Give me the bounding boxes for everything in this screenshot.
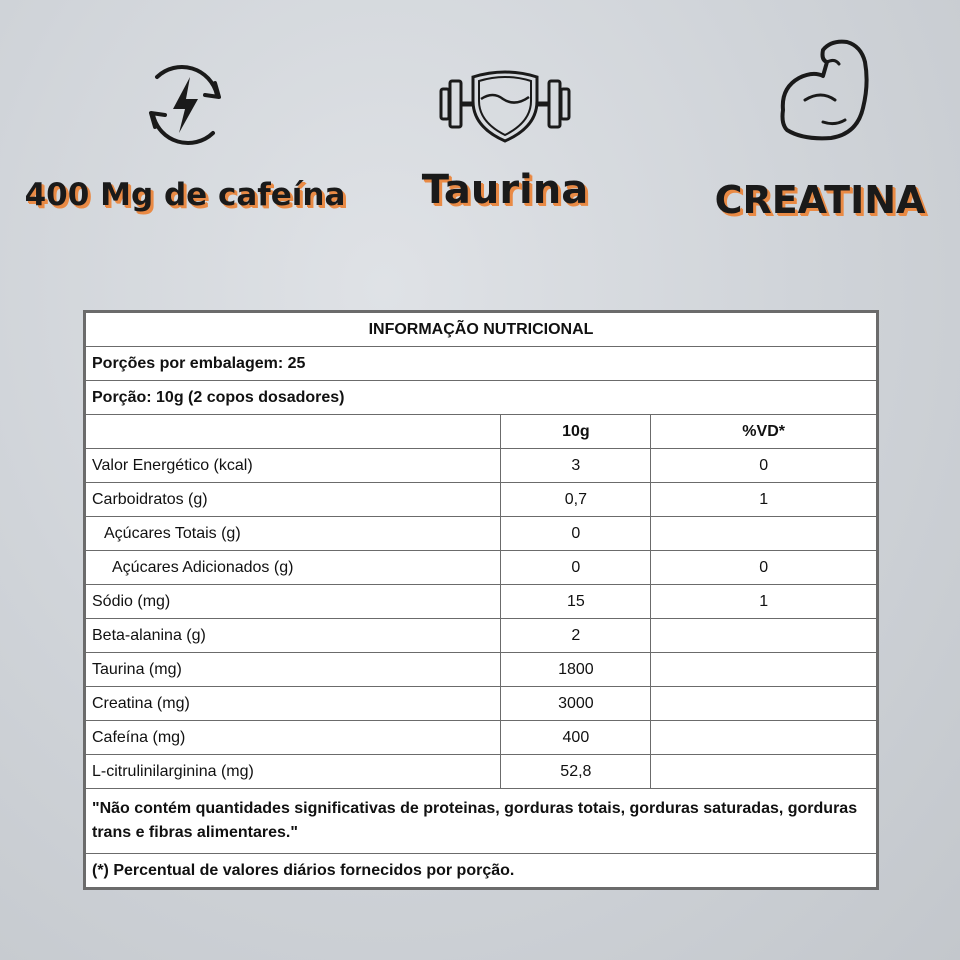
feature-creatine <box>700 38 940 222</box>
header-empty <box>86 415 501 449</box>
nutrient-vd <box>651 619 877 653</box>
nutrient-amount: 1800 <box>501 653 651 687</box>
table-row <box>86 551 877 585</box>
nutrient-amount: 3 <box>501 449 651 483</box>
header-amount: 10g <box>501 415 651 449</box>
energy-bolt-icon <box>135 55 235 155</box>
feature-label: Taurina <box>421 167 589 213</box>
nutrient-amount: 15 <box>501 585 651 619</box>
nutrient-name: Açúcares Totais (g) <box>86 517 501 551</box>
nutrition-title: INFORMAÇÃO NUTRICIONAL <box>86 313 877 347</box>
nutrient-vd <box>651 687 877 721</box>
nutrition-disclaimer: "Não contém quantidades significativas de proteinas, gorduras totais, gorduras saturadas, gorduras trans e fibras alimentares." <box>86 789 877 854</box>
nutrient-vd: 0 <box>651 551 877 585</box>
nutrient-amount: 0 <box>501 517 651 551</box>
nutrient-name: Taurina (mg) <box>86 653 501 687</box>
feature-taurine <box>395 65 615 213</box>
nutrient-amount: 400 <box>501 721 651 755</box>
feature-caffeine <box>20 55 350 213</box>
table-row <box>86 653 877 687</box>
table-row <box>86 449 877 483</box>
nutrient-amount: 0 <box>501 551 651 585</box>
nutrient-name: L-citrulinilarginina (mg) <box>86 755 501 789</box>
table-row <box>86 585 877 619</box>
nutrient-vd <box>651 755 877 789</box>
table-row <box>86 721 877 755</box>
nutrient-name: Açúcares Adicionados (g) <box>86 551 501 585</box>
nutrient-vd <box>651 653 877 687</box>
nutrient-name: Sódio (mg) <box>86 585 501 619</box>
nutrient-name: Carboidratos (g) <box>86 483 501 517</box>
table-row <box>86 619 877 653</box>
nutrient-vd: 0 <box>651 449 877 483</box>
nutrient-vd <box>651 721 877 755</box>
nutrient-amount: 3000 <box>501 687 651 721</box>
nutrient-vd: 1 <box>651 483 877 517</box>
flexed-arm-icon <box>765 38 875 146</box>
nutrient-amount: 52,8 <box>501 755 651 789</box>
nutrient-amount: 0,7 <box>501 483 651 517</box>
portion-size: Porção: 10g (2 copos dosadores) <box>86 381 877 415</box>
table-row <box>86 483 877 517</box>
table-row <box>86 687 877 721</box>
vd-footnote: (*) Percentual de valores diários fornecidos por porção. <box>86 854 877 888</box>
nutrient-name: Valor Energético (kcal) <box>86 449 501 483</box>
table-row <box>86 755 877 789</box>
table-row <box>86 517 877 551</box>
nutrient-vd: 1 <box>651 585 877 619</box>
feature-label: 400 Mg de cafeína <box>24 177 346 213</box>
nutrient-name: Creatina (mg) <box>86 687 501 721</box>
nutrient-vd <box>651 517 877 551</box>
header-vd: %VD* <box>651 415 877 449</box>
nutrient-name: Cafeína (mg) <box>86 721 501 755</box>
dumbbell-shield-icon <box>437 65 573 145</box>
nutrition-table <box>83 310 879 890</box>
servings-per-package: Porções por embalagem: 25 <box>86 347 877 381</box>
nutrient-name: Beta-alanina (g) <box>86 619 501 653</box>
feature-label: CREATINA <box>714 178 926 222</box>
nutrient-amount: 2 <box>501 619 651 653</box>
